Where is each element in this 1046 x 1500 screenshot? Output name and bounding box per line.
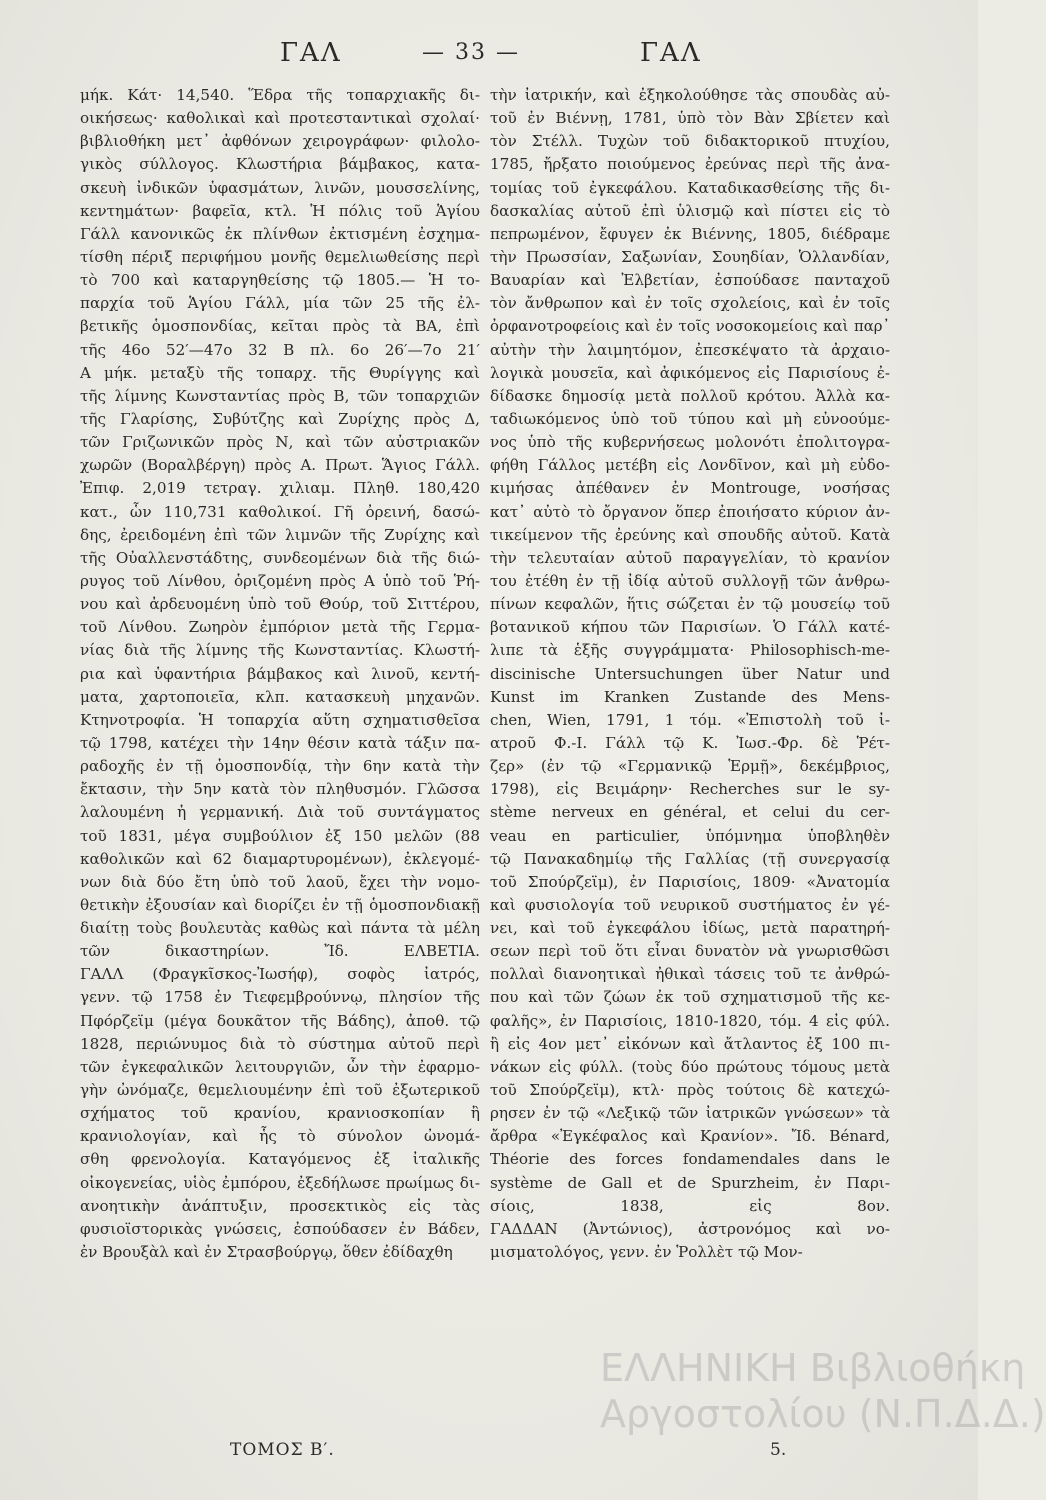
text-line: ρησεν ἐν τῷ «Λεξικῷ τῶν ἰατρικῶν γνώσεων» τὰ (490, 1104, 890, 1123)
text-line: δης, ἐρειδομένη ἐπὶ τῶν λιμνῶν τῆς Ζυρίχης καὶ (80, 525, 480, 544)
text-line: καὶ φυσιολογία τοῦ νευρικοῦ συστήματος ἐν γέ- (490, 895, 890, 914)
text-line: πεπρωμένον, ἔφυγεν ἐκ Βιέννης, 1805, διέδραμε (490, 224, 890, 243)
text-line: 1798), εἰς Βειμάρην· Recherches sur le sy- (490, 780, 890, 799)
text-line: γικὸς σύλλογος. Κλωστήρια βάμβακος, κατα- (80, 155, 480, 174)
volume-label: ΤΟΜΟΣ Β′. (230, 1440, 335, 1460)
text-line: τὸ 700 καὶ καταργηθείσης τῷ 1805.— Ἡ το- (80, 271, 480, 290)
text-line: σεων περὶ τοῦ ὅτι εἶναι δυνατὸν νὰ γνωρισθῶσι (490, 942, 890, 961)
text-line: τικείμενον τῆς ἐρεύνης καὶ σπουδῆς αὐτοῦ. Κατὰ (490, 525, 890, 544)
text-line: κεντημάτων· βαφεῖα, κτλ. Ἡ πόλις τοῦ Ἁγίου (80, 201, 480, 220)
text-line: ἢ εἰς 4ον μετ᾽ εἰκόνων καὶ ἄτλαντος ἐξ 100 πι- (490, 1034, 890, 1053)
text-line: τῶν δικαστηρίων. Ἴδ. ΕΛΒΕΤΙΑ. (80, 942, 480, 961)
text-line: σκευὴ ἰνδικῶν ὑφασμάτων, λινῶν, μουσσελίνης, (80, 178, 480, 197)
text-line: ανοητικὴν ἀνάπτυξιν, προσεκτικὸς εἰς τὰς (80, 1196, 480, 1215)
text-line: Γάλλ κανονικῶς ἐκ πλίνθων ἐκτισμένη ἐσχημα- (80, 224, 480, 243)
text-line: chen, Wien, 1791, 1 τόμ. «Ἐπιστολὴ τοῦ ἰ- (490, 710, 890, 729)
text-line: τοῦ Σπούρζεϊμ), κτλ· πρὸς τούτοις δὲ κατεχώ- (490, 1081, 890, 1100)
text-line: ὀρφανοτροφείοις καὶ ἐν τοῖς νοσοκομείοις καὶ παρ᾽ (490, 317, 890, 336)
text-line: 1828, περιώνυμος διὰ τὸ σύστημα αὐτοῦ περὶ (80, 1034, 480, 1053)
text-line: κρανιολογίαν, καὶ ἧς τὸ σύνολον ὠνομά- (80, 1127, 480, 1146)
header-right: ΓΑΛ (640, 38, 702, 68)
text-line: λιπε τὰ ἑξῆς συγγράμματα· Philosophisch-me- (490, 641, 890, 660)
text-line: τῶν Γριζωνικῶν πρὸς Ν, καὶ τῶν αὐστριακῶν (80, 433, 480, 452)
right-column (490, 84, 890, 1264)
text-line: νάκων εἰς φύλλ. (τοὺς δύο πρώτους τόμους μετὰ (490, 1057, 890, 1076)
text-line: 1785, ἤρξατο ποιούμενος ἐρεύνας περὶ τῆς ἀνα- (490, 155, 890, 174)
text-line: τῆς Οὐαλλενστάδτης, συνδεομένων διὰ τῆς διώ- (80, 548, 480, 567)
signature-mark: 5. (770, 1440, 787, 1460)
text-line: λογικὰ μουσεῖα, καὶ ἀφικόμενος εἰς Παρισίους ἐ- (490, 363, 890, 382)
text-line: νίας διὰ τῆς λίμνης τῆς Κωνσταντίας. Κλωστή- (80, 641, 480, 660)
text-line: μισματολόγος, γενν. ἐν Ῥολλὲτ τῷ Μον- (490, 1243, 803, 1262)
text-line: γενν. τῷ 1758 ἐν Τιεφεμβρούννῳ, πλησίον τῆς (80, 988, 480, 1007)
text-line: Ἐπιφ. 2,019 τετραγ. χιλιαμ. Πληθ. 180,420 (80, 479, 480, 498)
text-line: Βαυαρίαν καὶ Ἐλβετίαν, ἐσπούδασε πανταχοῦ (490, 271, 890, 290)
text-line: discinische Untersuchungen über Natur und (490, 664, 890, 683)
text-line: ἔκτασιν, τὴν 5ην κατὰ τὸν πληθυσμόν. Γλῶσσα (80, 780, 480, 799)
text-line: κατ., ὧν 110,731 καθολικοί. Γῆ ὀρεινή, δασώ- (80, 502, 480, 521)
watermark-line: ΕΛΛΗΝΙΚΗ Βιβλιοθήκη (600, 1346, 1026, 1390)
text-line: τοῦ Λίνθου. Ζωηρὸν ἐμπόριον μετὰ τῆς Γερμα- (80, 618, 480, 637)
text-line: οικήσεως· καθολικαὶ καὶ προτεσταντικαὶ σχολαί· (80, 109, 480, 128)
text-line: χωρῶν (Βοραλβέργη) πρὸς Α. Πρωτ. Ἅγιος Γάλλ. (80, 456, 480, 475)
text-line: γὴν ὠνόμαζε, θεμελιουμένην ἐπὶ τοῦ ἐξωτερικοῦ (80, 1081, 480, 1100)
text-line: système de Gall et de Spurzheim, ἐν Παρι- (490, 1173, 890, 1192)
text-line: stème nerveux en général, et celui du cer- (490, 803, 890, 822)
text-line: του ἐτέθη ἐν τῇ ἰδίᾳ αὐτοῦ συλλογῇ τῶν ἀνθρω- (490, 571, 890, 590)
text-line: τὴν ἰατρικήν, καὶ ἐξηκολούθησε τὰς σπουδὰς αὐ- (490, 86, 890, 104)
text-line: σχήματος τοῦ κρανίου, κρανιοσκοπίαν ἢ (80, 1104, 480, 1123)
text-line: ταδιωκόμενος ὑπὸ τοῦ τύπου καὶ μὴ εὐνοούμε- (490, 409, 890, 428)
text-line: νος ὑπὸ τῆς κυβερνήσεως μολονότι ἐπολιτογρα- (490, 433, 890, 452)
text-line: ατροῦ Φ.-Ι. Γάλλ τῷ Κ. Ἰωσ.-Φρ. δὲ Ῥέτ- (490, 733, 890, 752)
text-line: ΓΑΔΔΑΝ (Ἀντώνιος), ἀστρονόμος καὶ νο- (490, 1219, 890, 1238)
text-line: σίοις, 1838, εἰς 8ον. (490, 1196, 890, 1215)
library-watermark (600, 1345, 1046, 1455)
text-line: που καὶ τῶν ζώων ἐκ τοῦ σχηματισμοῦ τῆς κε- (490, 988, 890, 1007)
text-line: Théorie des forces fondamendales dans le (490, 1150, 890, 1169)
text-line: μήκ. Κάτ· 14,540. Ἕδρα τῆς τοπαρχιακῆς δι- (80, 86, 480, 104)
text-line: σθη φρενολογία. Καταγόμενος ἐξ ἰταλικῆς (80, 1150, 480, 1169)
text-line: ρια καὶ ὑφαντήρια βάμβακος καὶ λινοῦ, κεντή- (80, 664, 480, 683)
text-line: τίσθη πέριξ περιφήμου μονῆς θεμελιωθείσης περὶ (80, 247, 480, 266)
text-line: τῆς λίμνης Κωνσταντίας πρὸς Β, τῶν τοπαρχιῶν (80, 386, 480, 405)
text-line: φήθη Γάλλος μετέβη εἰς Λονδῖνον, καὶ μὴ εὐδο- (490, 456, 890, 475)
text-line: νει, καὶ τοῦ ἐγκεφάλου ἰδίως, μετὰ παρατηρή- (490, 919, 890, 938)
text-line: ζερ» (ἐν τῷ «Γερμανικῷ Ἑρμῇ», δεκέμβριος, (490, 757, 890, 776)
text-line: πίνων κεφαλῶν, ἥτις σώζεται ἐν τῷ μουσείῳ τοῦ (490, 595, 890, 614)
text-line: νων διὰ δύο ἔτη ὑπὸ τοῦ λαοῦ, ἔχει τὴν νομο- (80, 872, 480, 891)
text-line: Kunst im Kranken Zustande des Mens- (490, 687, 890, 706)
text-line: βετικῆς ὁμοσπονδίας, κεῖται πρὸς τὰ ΒΑ, ἐπὶ (80, 317, 480, 336)
text-line: καθολικῶν καὶ 62 διαμαρτυρομένων), ἐκλεγομέ- (80, 849, 480, 868)
text-line: τοῦ Σπούρζεϊμ), ἐν Παρισίοις, 1809· «Ἀνατομία (490, 872, 890, 891)
text-line: τῆς 46ο 52′—47ο 32 Β πλ. 6ο 26′—7ο 21′ (80, 340, 480, 359)
text-line: πολλαὶ διανοητικαὶ ἠθικαὶ τάσεις τοῦ τε ἀνθρώ- (490, 965, 890, 984)
text-line: τῷ Πανακαδημίῳ τῆς Γαλλίας (τῇ συνεργασίᾳ (490, 849, 890, 868)
page-number-header: — 33 — (422, 40, 520, 65)
text-line: ΓΑΛΛ (Φραγκῖσκος-Ἰωσήφ), σοφὸς ἰατρός, (80, 965, 480, 984)
text-line: βοτανικοῦ κήπου τῶν Παρισίων. Ὁ Γάλλ κατέ- (490, 618, 890, 637)
text-line: Πφόρζεϊμ (μέγα δουκᾶτον τῆς Βάδης), ἀποθ. τῷ (80, 1011, 480, 1030)
text-line: θετικὴν ἐξουσίαν καὶ διορίζει ἐν τῇ ὁμοσπονδιακῇ (80, 895, 480, 914)
watermark-line: Αργοστολίου (Ν.Π.Δ.Δ.) (600, 1392, 1046, 1436)
text-line: κιμήσας ἀπέθανεν ἐν Montrouge, νοσήσας (490, 479, 890, 498)
running-header (80, 38, 900, 78)
header-left: ΓΑΛ (280, 38, 342, 68)
left-column (80, 84, 480, 1264)
text-line: Κτηνοτροφία. Ἡ τοπαρχία αὕτη σχηματισθεῖσα (80, 710, 480, 729)
text-line: Α μήκ. μεταξὺ τῆς τοπαρχ. τῆς Θυρίγγης καὶ (80, 363, 480, 382)
text-line: veau en particulier, ὑπόμνημα ὑποβληθὲν (490, 826, 890, 845)
text-line: ρυγος τοῦ Λίνθου, ὁριζομένη πρὸς Α ὑπὸ τοῦ Ῥή- (80, 571, 480, 590)
text-line: τῆς Γλαρίσης, Συβύτζης καὶ Ζυρίχης πρὸς Δ, (80, 409, 480, 428)
text-line: τομίας τοῦ ἐγκεφάλου. Καταδικασθείσης τῆς δι- (490, 178, 890, 197)
text-line: κατ᾽ αὐτὸ τὸ ὄργανον ὅπερ ἐποιήσατο κύριον ἀν- (490, 502, 890, 521)
text-line: φαλῆς», ἐν Παρισίοις, 1810-1820, τόμ. 4 εἰς φύλ. (490, 1011, 890, 1030)
text-line: βιβλιοθήκη μετ᾽ ἀφθόνων χειρογράφων· φιλολο- (80, 132, 480, 151)
text-line: ἄρθρα «Ἐγκέφαλος καὶ Κρανίον». Ἴδ. Bénard, (490, 1127, 890, 1146)
text-line: ἐν Βρουξὰλ καὶ ἐν Στρασβούργῳ, ὅθεν ἐδίδαχθη (80, 1243, 453, 1262)
text-line: οἰκογενείας, υἱὸς ἐμπόρου, ἐξεδήλωσε πρωίμως δι- (80, 1173, 480, 1192)
text-line: αὐτὴν τὴν λαιμητόμον, ἐπεσκέψατο τὰ ἀρχαιο- (490, 340, 890, 359)
text-line: δίδασκε δημοσίᾳ μετὰ πολλοῦ κρότου. Ἀλλὰ κα- (490, 386, 890, 405)
text-line: ραδοχῆς ἐν τῇ ὁμοσπονδίᾳ, τὴν 6ην κατὰ τὴν (80, 757, 480, 776)
text-line: τὸν ἄνθρωπον καὶ ἐν τοῖς σχολείοις, καὶ ἐν τοῖς (490, 294, 890, 313)
text-line: λαλουμένη ἡ γερμανική. Διὰ τοῦ συντάγματος (80, 803, 480, 822)
text-line: παρχία τοῦ Ἁγίου Γάλλ, μία τῶν 25 τῆς ἐλ- (80, 294, 480, 313)
text-line: τὴν τελευταίαν αὐτοῦ παραγγελίαν, τὸ κρανίον (490, 548, 890, 567)
page-footer (80, 1440, 900, 1470)
text-line: τῶν ἐγκεφαλικῶν λειτουργιῶν, ὧν τὴν ἐφαρμο- (80, 1057, 480, 1076)
text-line: τῷ 1798, κατέχει τὴν 14ην θέσιν κατὰ τάξιν πα- (80, 733, 480, 752)
text-line: τοῦ 1831, μέγα συμβούλιον ἐξ 150 μελῶν (88 (80, 826, 480, 845)
text-line: φυσιοϊστορικὰς γνώσεις, ἐσπούδασεν ἐν Βάδεν, (80, 1219, 480, 1238)
text-line: τὸν Στέλλ. Τυχὼν τοῦ διδακτορικοῦ πτυχίου, (490, 132, 890, 151)
text-line: τὴν Πρωσσίαν, Σαξωνίαν, Σουηδίαν, Ὁλλανδίαν, (490, 247, 890, 266)
text-line: διαίτῃ τοὺς βουλευτὰς καθὼς καὶ πάντα τὰ μέλη (80, 919, 480, 938)
text-line: τοῦ ἐν Βιέννῃ, 1781, ὑπὸ τὸν Βὰν Σβίετεν καὶ (490, 109, 890, 128)
text-line: ματα, χαρτοποιεῖα, κλπ. κατασκευὴ μηχανῶν. (80, 687, 480, 706)
text-line: δασκαλίας αὐτοῦ ἐπὶ ὑλισμῷ καὶ πίστει εἰς τὸ (490, 201, 890, 220)
text-line: νου καὶ ἀρδευομένη ὑπὸ τοῦ Θούρ, τοῦ Σιττέρου, (80, 595, 480, 614)
